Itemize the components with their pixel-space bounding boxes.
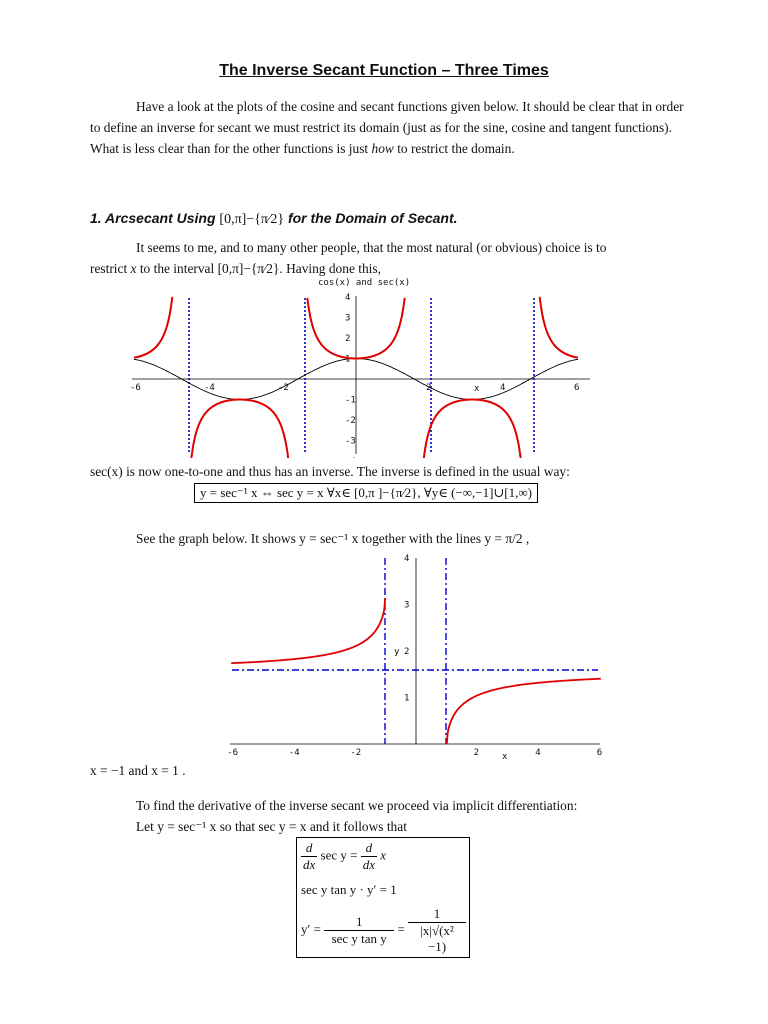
one-to-one-text [90, 461, 690, 482]
intro-text: Have a look at the plots of the cosine and secant functions given below. It should be clear that in order to define an inverse for secant we must restrict its domain (just as for the sine, cosine and tangent functions). What is less clear than for the other functions is just [90, 99, 684, 156]
section-heading-prefix: 1. Arcsecant Using [90, 210, 220, 226]
text: Let [136, 819, 158, 834]
x-tick-label: 4 [535, 748, 541, 758]
y-tick-label: -3 [345, 436, 356, 447]
guide-lines [232, 558, 598, 744]
y-tick-label: 2 [345, 334, 351, 344]
x-tick-label: 6 [596, 748, 603, 758]
y-tick-label: 3 [404, 600, 410, 611]
lines-text [90, 760, 186, 781]
text: See the graph below. It shows [136, 531, 300, 546]
x-axis-label: x [502, 752, 508, 762]
derivative-intro-line2 [136, 816, 696, 837]
page-title: The Inverse Secant Function – Three Times [219, 62, 549, 79]
x-tick-label: -4 [288, 748, 300, 758]
asymptotes [189, 298, 534, 452]
derivative-intro [136, 795, 696, 837]
x-tick-label: -4 [204, 383, 215, 393]
graph-intro-text [136, 528, 696, 549]
math-arcsec: y = sec⁻¹ x [299, 531, 359, 546]
y-tick-label: 3 [345, 313, 351, 324]
section1-line2 [90, 258, 690, 279]
equals: = [397, 921, 405, 937]
sec-y: sec y [320, 847, 347, 863]
plot1-cos-sec [128, 290, 596, 458]
fraction [324, 914, 394, 947]
text: , [522, 531, 530, 546]
y-tick-label: 1 [345, 354, 351, 365]
text: together with the lines [358, 531, 485, 546]
section-heading-suffix: for the Domain of Secant. [284, 210, 458, 226]
fraction [408, 906, 466, 955]
text: . Having done this, [279, 261, 381, 276]
y-tick-label: 4 [345, 293, 351, 303]
dx: dx [303, 857, 316, 872]
text: and it follows that [306, 819, 407, 834]
intro-emphasis: how [371, 141, 394, 156]
x-tick-label: -2 [350, 748, 362, 758]
x: x [380, 847, 387, 863]
x-axis-label: x [474, 384, 480, 394]
intro-paragraph [90, 96, 690, 159]
dx: dx [362, 857, 376, 872]
equals: = [350, 847, 358, 863]
section1-line1: It seems to me, and to many other people, that the most natural (or obvious) choice is to [136, 240, 607, 255]
y-axis-label: y [394, 647, 400, 657]
text: so that [216, 819, 259, 834]
math-interval: [0,π]−{π⁄2} [217, 261, 280, 276]
section-heading [90, 210, 458, 228]
secant-branch [540, 297, 578, 358]
plot2-arcsec [224, 554, 606, 762]
math-var: x [130, 261, 137, 276]
y-tick-label: -2 [345, 416, 356, 426]
arcsec-right-branch [447, 679, 601, 744]
denominator: sec y tan y [331, 931, 387, 946]
math-x-1: x = 1 [151, 763, 179, 778]
fraction [361, 840, 377, 873]
derivative-intro-line1: To find the derivative of the inverse secant we proceed via implicit differentiation: [136, 798, 578, 813]
numerator: 1 [408, 906, 466, 923]
text: . [178, 763, 186, 778]
y-tick-label: -1 [345, 395, 356, 406]
math: sec y = x [258, 819, 307, 834]
definition-box: y = sec⁻¹ x ⇔ sec y = x ∀x∈ [0,π ]−{π⁄2}, ∀y∈ (−∞,−1]∪[1,∞) [194, 483, 538, 503]
x-tick-label: -2 [278, 383, 289, 393]
section1-paragraph [90, 237, 690, 279]
denominator: |x|√(x² −1) [420, 923, 454, 954]
fraction [301, 840, 317, 873]
x-tick-label: 2 [473, 748, 480, 758]
arcsec-left-branch [231, 598, 385, 663]
math: y = sec⁻¹ x [157, 819, 217, 834]
x-tick-label: -6 [130, 383, 141, 393]
y-tick-label: 4 [404, 554, 410, 564]
secant-branch [424, 400, 521, 459]
numerator: 1 [324, 914, 394, 931]
x-tick-label: 6 [574, 383, 580, 393]
d: d [305, 840, 313, 855]
y-prime: y′ = [301, 921, 321, 937]
x-tick-label: 4 [500, 383, 506, 393]
y-tick-label: 2 [404, 647, 410, 657]
math-x-neg1: x = −1 [90, 763, 126, 778]
secant-branch [134, 297, 172, 358]
math-secx: sec(x) [90, 464, 123, 479]
secant-branch [191, 400, 288, 459]
derivation-box [296, 837, 470, 958]
y-tick-label: 1 [404, 693, 410, 704]
plot1-title: cos(x) and sec(x) [318, 278, 411, 288]
intro-text-end: to restrict the domain. [393, 141, 515, 156]
text: to the interval [136, 261, 218, 276]
x-tick-label: -6 [227, 748, 239, 758]
text: and [125, 763, 152, 778]
derivation-line3 [301, 906, 466, 955]
y-tick-label [345, 457, 356, 458]
d: d [365, 840, 373, 855]
text: restrict [90, 261, 131, 276]
section-heading-math: [0,π]−{π⁄2} [219, 212, 285, 227]
math-pi-half: y = π/2 [484, 531, 523, 546]
derivation-line1 [301, 840, 386, 873]
x-tick-label: 2 [426, 383, 432, 393]
derivation-line2: sec y tan y · y′ = 1 [301, 882, 397, 897]
text: is now one-to-one and thus has an inverse. The inverse is defined in the usual way: [122, 464, 570, 479]
